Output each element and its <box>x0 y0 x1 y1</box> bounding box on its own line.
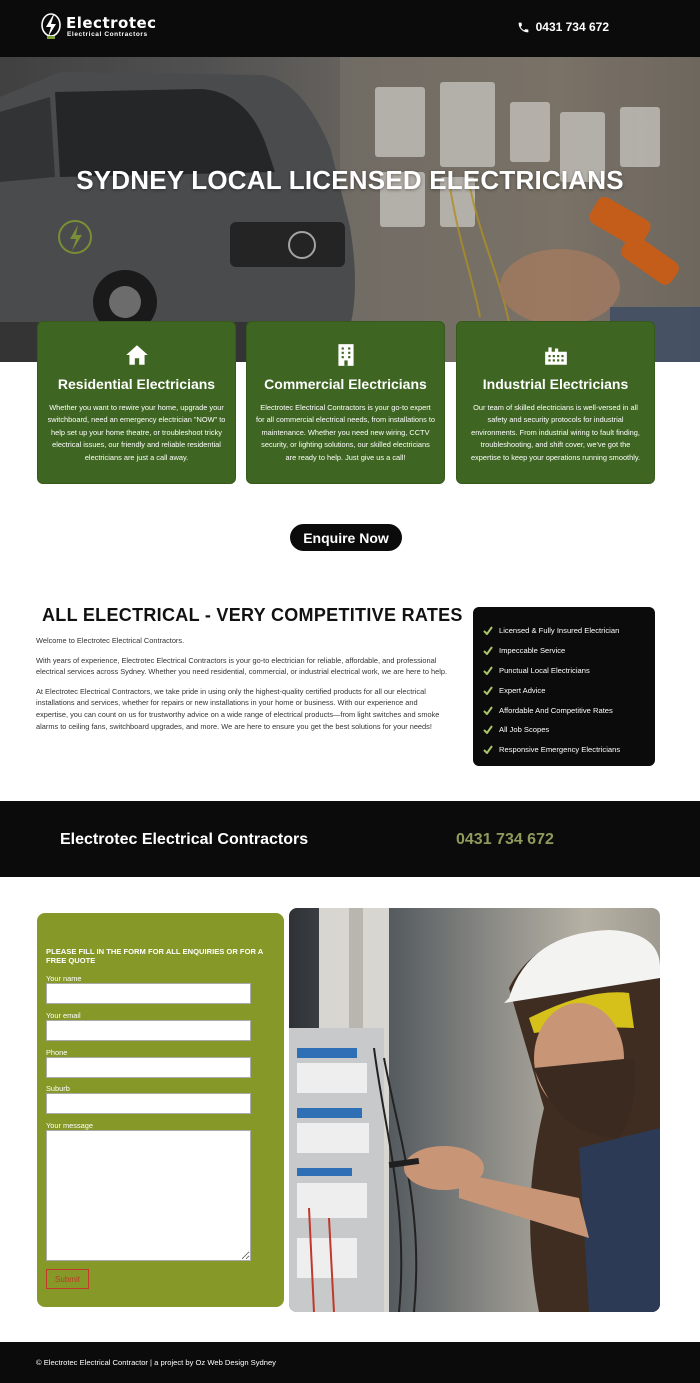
electrician-photo <box>289 908 660 1312</box>
checklist-item <box>483 680 655 700</box>
check-icon <box>483 686 493 695</box>
footer-copyright: © Electrotec Electrical Contractor | a project by Oz Web Design Sydney <box>36 1358 276 1367</box>
suburb-input[interactable] <box>46 1093 251 1114</box>
home-icon <box>124 342 150 368</box>
hero-banner <box>0 57 700 362</box>
site-header <box>0 0 700 57</box>
service-card-residential[interactable] <box>37 321 236 484</box>
checklist-label: Punctual Local Electricians <box>499 665 590 675</box>
checklist-label: Expert Advice <box>499 685 546 695</box>
service-title: Commercial Electricians <box>264 376 427 392</box>
enquiry-form <box>37 913 284 1307</box>
industry-icon <box>543 342 569 368</box>
about-title: ALL ELECTRICAL - VERY COMPETITIVE RATES <box>42 605 463 625</box>
checklist-item <box>483 661 655 681</box>
brand-tagline: Electrical Contractors <box>67 31 148 38</box>
features-checklist <box>473 607 655 766</box>
checklist-item <box>483 720 655 740</box>
service-card-industrial[interactable] <box>456 321 655 484</box>
phone-input[interactable] <box>46 1057 251 1078</box>
checklist-item <box>483 621 655 641</box>
about-body <box>36 635 448 740</box>
check-icon <box>483 706 493 715</box>
band-phone-link[interactable]: 0431 734 672 <box>456 831 554 848</box>
check-icon <box>483 646 493 655</box>
building-icon <box>333 342 359 368</box>
service-card-commercial[interactable] <box>246 321 445 484</box>
electrician-photo-illustration <box>289 908 660 1312</box>
header-phone-number: 0431 734 672 <box>535 20 609 34</box>
bolt-logo-icon <box>40 12 62 42</box>
name-label: Your name <box>46 974 82 983</box>
site-footer <box>0 1342 700 1383</box>
about-paragraph: Welcome to Electrotec Electrical Contractors. <box>36 636 185 645</box>
checklist-label: Responsive Emergency Electricians <box>499 745 621 755</box>
email-input[interactable] <box>46 1020 251 1041</box>
check-icon <box>483 666 493 675</box>
contact-band <box>0 801 700 877</box>
form-heading: PLEASE FILL IN THE FORM FOR ALL ENQUIRIES OR FOR A FREE QUOTE <box>46 947 263 965</box>
about-paragraph: At Electrotec Electrical Contractors, we take pride in using only the highest-quality certified products for all our electrical installations and services, whether for repairs or new installations in your home or business. With our experience and expertise, you can count on us for trustworthy advice on a wide range of electrical products—from light switches and smoke alarms to ceiling fans, switchboard upgrades, and more. We are here to ensure you get the best solutions for your needs! <box>36 686 440 731</box>
enquire-now-button[interactable]: Enquire Now <box>290 524 402 551</box>
checklist-item <box>483 641 655 661</box>
service-text: Whether you want to rewire your home, upgrade your switchboard, need an emergency electrician "NOW" to help set up your home theatre, or troubleshoot tricky electrical issues, our friendly and reliable residential electricians are just a call away. <box>47 403 226 462</box>
check-icon <box>483 725 493 734</box>
service-text: Our team of skilled electricians is well-versed in all safety and security protocols for industrial environments. From industrial wiring to fault finding, troubleshooting, and shift cover, we've got the expertise to keep your operations running smoothly. <box>470 403 641 462</box>
checklist-label: All Job Scopes <box>499 725 550 735</box>
submit-button[interactable]: Submit <box>46 1269 89 1289</box>
hero-background-image <box>0 57 700 362</box>
header-phone-link[interactable] <box>517 20 609 34</box>
check-icon <box>483 745 493 754</box>
service-title: Industrial Electricians <box>482 376 629 392</box>
message-label: Your message <box>46 1121 93 1130</box>
service-text: Electrotec Electrical Contractors is your go-to expert for all commercial electrical needs, from installations to maintenance. Whether you need new wiring, CCTV security, or lighting solutions, our skilled electricians are ready to help. Just give us a call! <box>255 403 436 462</box>
hero-title: SYDNEY LOCAL LICENSED ELECTRICIANS <box>76 165 624 195</box>
about-paragraph: With years of experience, Electrotec Electrical Contractors is your go-to electrician for reliable, affordable, and professional electrical services across Sydney. Whether you need residential, commercial, or industrial electrical work, we are here to help. <box>36 655 448 677</box>
checklist-item <box>483 740 655 760</box>
checklist-label: Affordable And Competitive Rates <box>499 705 613 715</box>
brand-name: Electrotec <box>66 14 157 32</box>
name-input[interactable] <box>46 983 251 1004</box>
checklist-label: Licensed & Fully Insured Electrician <box>499 626 620 636</box>
message-textarea[interactable] <box>46 1130 251 1261</box>
suburb-label: Suburb <box>46 1084 70 1093</box>
logo[interactable] <box>40 12 157 42</box>
phone-icon <box>517 21 530 34</box>
checklist-label: Impeccable Service <box>499 646 566 656</box>
band-company-name: Electrotec Electrical Contractors <box>60 831 309 848</box>
check-icon <box>483 626 493 635</box>
phone-label: Phone <box>46 1048 68 1057</box>
logo-text <box>66 15 157 39</box>
email-label: Your email <box>46 1011 81 1020</box>
checklist-item <box>483 700 655 720</box>
service-title: Residential Electricians <box>57 376 216 392</box>
